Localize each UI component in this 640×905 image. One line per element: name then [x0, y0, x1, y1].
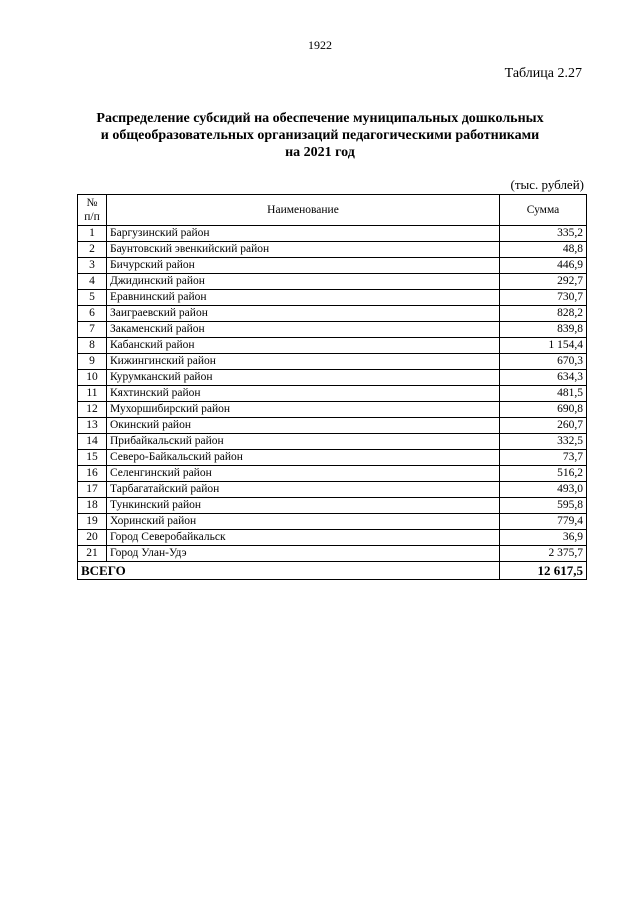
row-number: 11 — [78, 386, 107, 402]
row-number: 6 — [78, 306, 107, 322]
row-name: Кабанский район — [107, 338, 500, 354]
row-name: Тарбагатайский район — [107, 482, 500, 498]
row-name: Город Улан-Удэ — [107, 546, 500, 562]
total-label: ВСЕГО — [78, 562, 500, 580]
row-number: 13 — [78, 418, 107, 434]
subsidy-table — [77, 194, 587, 580]
table-row — [78, 258, 587, 274]
row-number: 7 — [78, 322, 107, 338]
row-sum: 595,8 — [500, 498, 587, 514]
row-number: 18 — [78, 498, 107, 514]
row-sum: 73,7 — [500, 450, 587, 466]
row-sum: 493,0 — [500, 482, 587, 498]
table-row — [78, 530, 587, 546]
page-number: 1922 — [308, 38, 332, 52]
row-sum: 670,3 — [500, 354, 587, 370]
row-sum: 690,8 — [500, 402, 587, 418]
row-name: Баргузинский район — [107, 226, 500, 242]
row-number: 19 — [78, 514, 107, 530]
row-number: 3 — [78, 258, 107, 274]
row-name: Бичурский район — [107, 258, 500, 274]
table-row — [78, 418, 587, 434]
table-row — [78, 434, 587, 450]
row-sum: 36,9 — [500, 530, 587, 546]
row-number: 1 — [78, 226, 107, 242]
table-row — [78, 514, 587, 530]
row-sum: 292,7 — [500, 274, 587, 290]
row-number: 8 — [78, 338, 107, 354]
row-name: Заиграевский район — [107, 306, 500, 322]
row-sum: 828,2 — [500, 306, 587, 322]
table-row — [78, 226, 587, 242]
row-number: 12 — [78, 402, 107, 418]
row-number: 21 — [78, 546, 107, 562]
row-number: 10 — [78, 370, 107, 386]
row-name: Курумканский район — [107, 370, 500, 386]
table-row — [78, 386, 587, 402]
row-sum: 634,3 — [500, 370, 587, 386]
table-row — [78, 450, 587, 466]
row-sum: 1 154,4 — [500, 338, 587, 354]
table-label: Таблица 2.27 — [504, 66, 582, 81]
row-number: 14 — [78, 434, 107, 450]
row-sum: 481,5 — [500, 386, 587, 402]
row-number: 15 — [78, 450, 107, 466]
row-sum: 48,8 — [500, 242, 587, 258]
row-name: Прибайкальский район — [107, 434, 500, 450]
table-header-row — [78, 195, 587, 226]
row-number: 17 — [78, 482, 107, 498]
row-sum: 260,7 — [500, 418, 587, 434]
row-sum: 516,2 — [500, 466, 587, 482]
table-row — [78, 354, 587, 370]
row-number: 2 — [78, 242, 107, 258]
row-sum: 332,5 — [500, 434, 587, 450]
row-name: Кижингинский район — [107, 354, 500, 370]
table-row — [78, 322, 587, 338]
row-name: Мухоршибирский район — [107, 402, 500, 418]
row-name: Хоринский район — [107, 514, 500, 530]
title-line-2: и общеобразовательных организаций педагогическими работниками — [100, 128, 540, 143]
row-name: Селенгинский район — [107, 466, 500, 482]
row-name: Еравнинский район — [107, 290, 500, 306]
row-name: Город Северобайкальск — [107, 530, 500, 546]
table-row — [78, 370, 587, 386]
row-number: 9 — [78, 354, 107, 370]
table-row — [78, 274, 587, 290]
table-row — [78, 466, 587, 482]
table-row — [78, 290, 587, 306]
header-number-line-2: п/п — [84, 211, 100, 223]
row-name: Джидинский район — [107, 274, 500, 290]
row-number: 16 — [78, 466, 107, 482]
header-number-line-1: № — [86, 197, 98, 209]
table-row — [78, 402, 587, 418]
row-name: Баунтовский эвенкийский район — [107, 242, 500, 258]
header-number — [78, 195, 107, 226]
row-number: 4 — [78, 274, 107, 290]
row-sum: 730,7 — [500, 290, 587, 306]
document-title — [60, 110, 580, 161]
header-name: Наименование — [107, 195, 500, 226]
total-sum: 12 617,5 — [500, 562, 587, 580]
row-name: Кяхтинский район — [107, 386, 500, 402]
table-row — [78, 498, 587, 514]
total-row — [78, 562, 587, 580]
row-name: Закаменский район — [107, 322, 500, 338]
row-name: Окинский район — [107, 418, 500, 434]
row-name: Тункинский район — [107, 498, 500, 514]
row-sum: 2 375,7 — [500, 546, 587, 562]
table-row — [78, 546, 587, 562]
row-sum: 335,2 — [500, 226, 587, 242]
units-label: (тыс. рублей) — [510, 177, 584, 192]
row-sum: 446,9 — [500, 258, 587, 274]
row-sum: 779,4 — [500, 514, 587, 530]
table-body — [78, 226, 587, 562]
title-line-3: на 2021 год — [285, 145, 355, 160]
table-row — [78, 338, 587, 354]
row-number: 5 — [78, 290, 107, 306]
table-row — [78, 482, 587, 498]
title-line-1: Распределение субсидий на обеспечение муниципальных дошкольных — [96, 111, 544, 126]
row-number: 20 — [78, 530, 107, 546]
row-sum: 839,8 — [500, 322, 587, 338]
header-sum: Сумма — [500, 195, 587, 226]
table-row — [78, 242, 587, 258]
table-row — [78, 306, 587, 322]
row-name: Северо-Байкальский район — [107, 450, 500, 466]
